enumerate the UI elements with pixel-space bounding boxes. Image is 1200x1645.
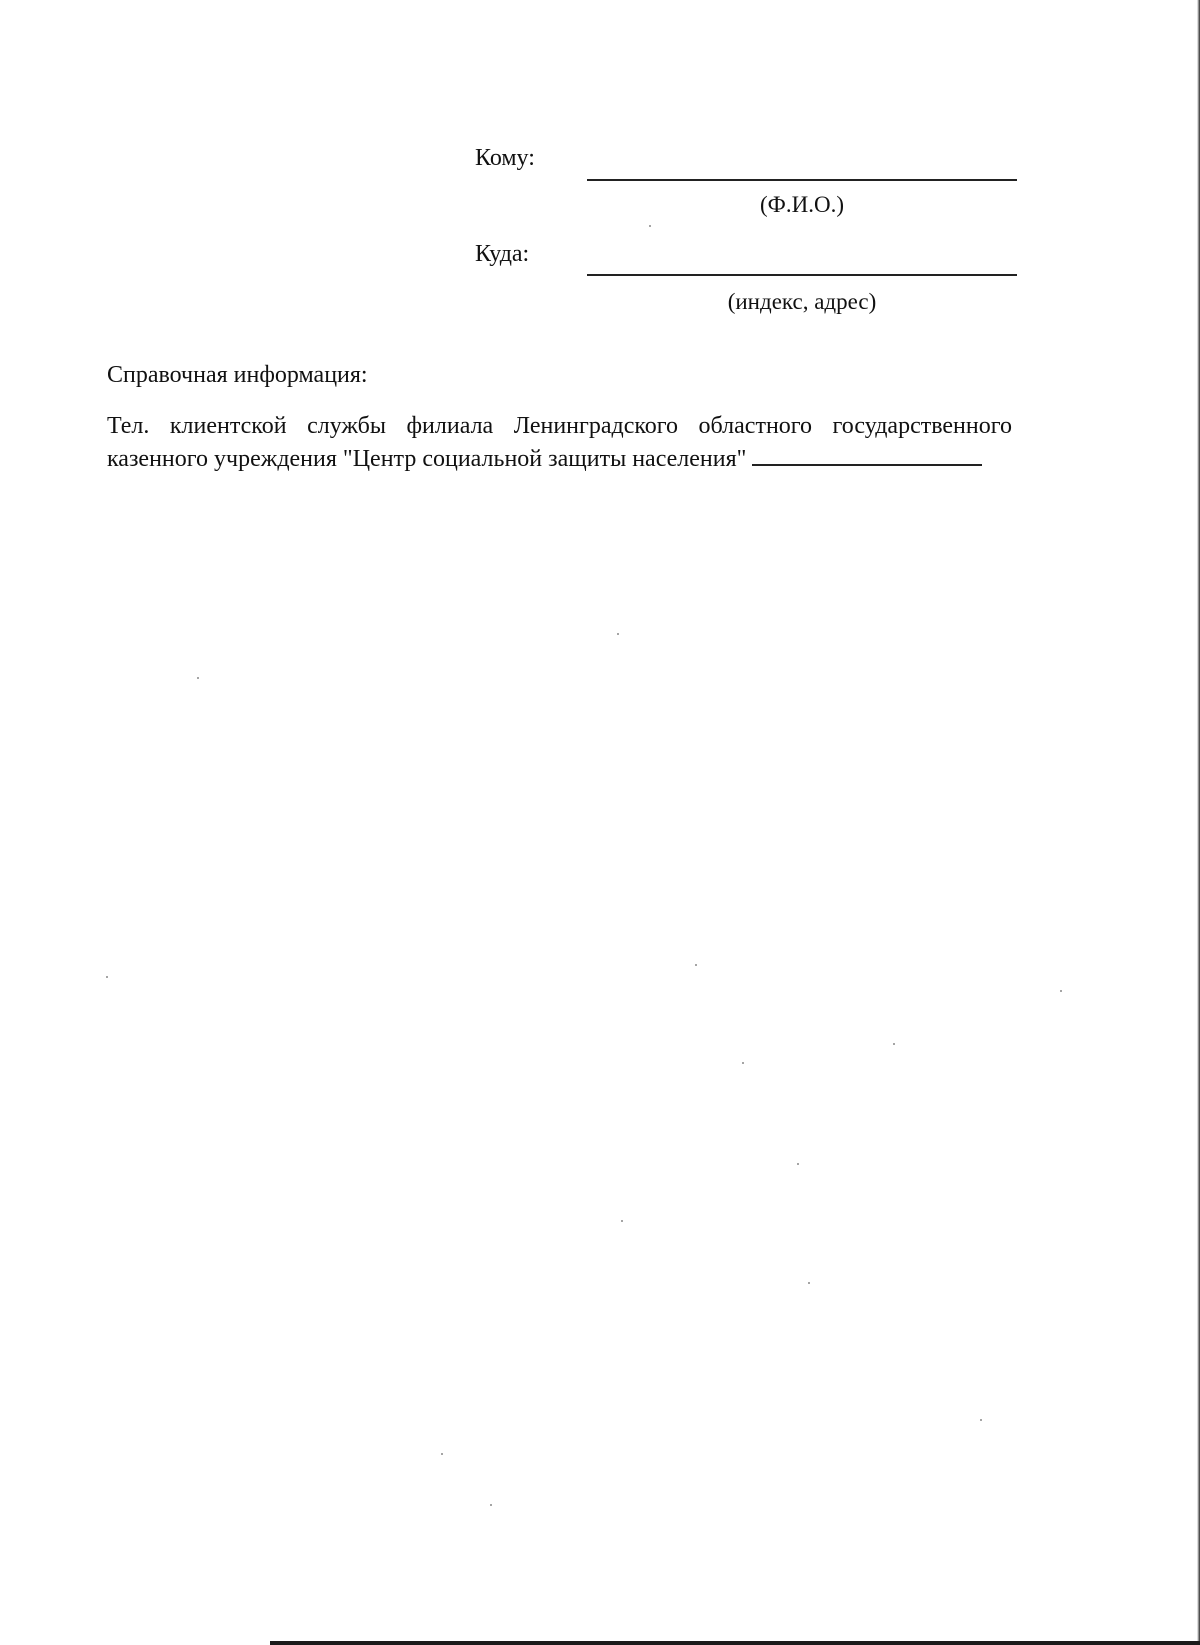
where-address-field[interactable] [587, 274, 1017, 276]
scan-speck [441, 1453, 443, 1455]
reference-heading: Справочная информация: [107, 362, 368, 388]
scan-speck [695, 964, 697, 966]
reference-paragraph [107, 410, 1012, 476]
scan-edge-bottom [270, 1641, 1200, 1645]
reference-line-2 [107, 443, 1012, 476]
to-label: Кому: [475, 145, 535, 171]
scan-speck [649, 225, 651, 227]
scan-speck [980, 1419, 982, 1421]
scan-speck [797, 1163, 799, 1165]
scan-speck [1060, 990, 1062, 992]
to-name-field[interactable] [587, 179, 1017, 181]
scan-speck [617, 633, 619, 635]
phone-number-field[interactable] [752, 444, 982, 466]
where-caption: (индекс, адрес) [727, 289, 877, 314]
reference-line-2-text: казенного учреждения "Центр социальной защиты населения" [107, 446, 747, 472]
scan-speck [893, 1043, 895, 1045]
reference-line-1: Тел. клиентской службы филиала Ленинградского областного государственного [107, 413, 1012, 439]
scan-speck [490, 1504, 492, 1506]
scan-speck [197, 677, 199, 679]
scan-speck [621, 1220, 623, 1222]
scan-speck [106, 976, 108, 978]
scan-speck [742, 1062, 744, 1064]
where-label: Куда: [475, 241, 530, 267]
to-caption: (Ф.И.О.) [760, 192, 844, 217]
scan-speck [808, 1282, 810, 1284]
